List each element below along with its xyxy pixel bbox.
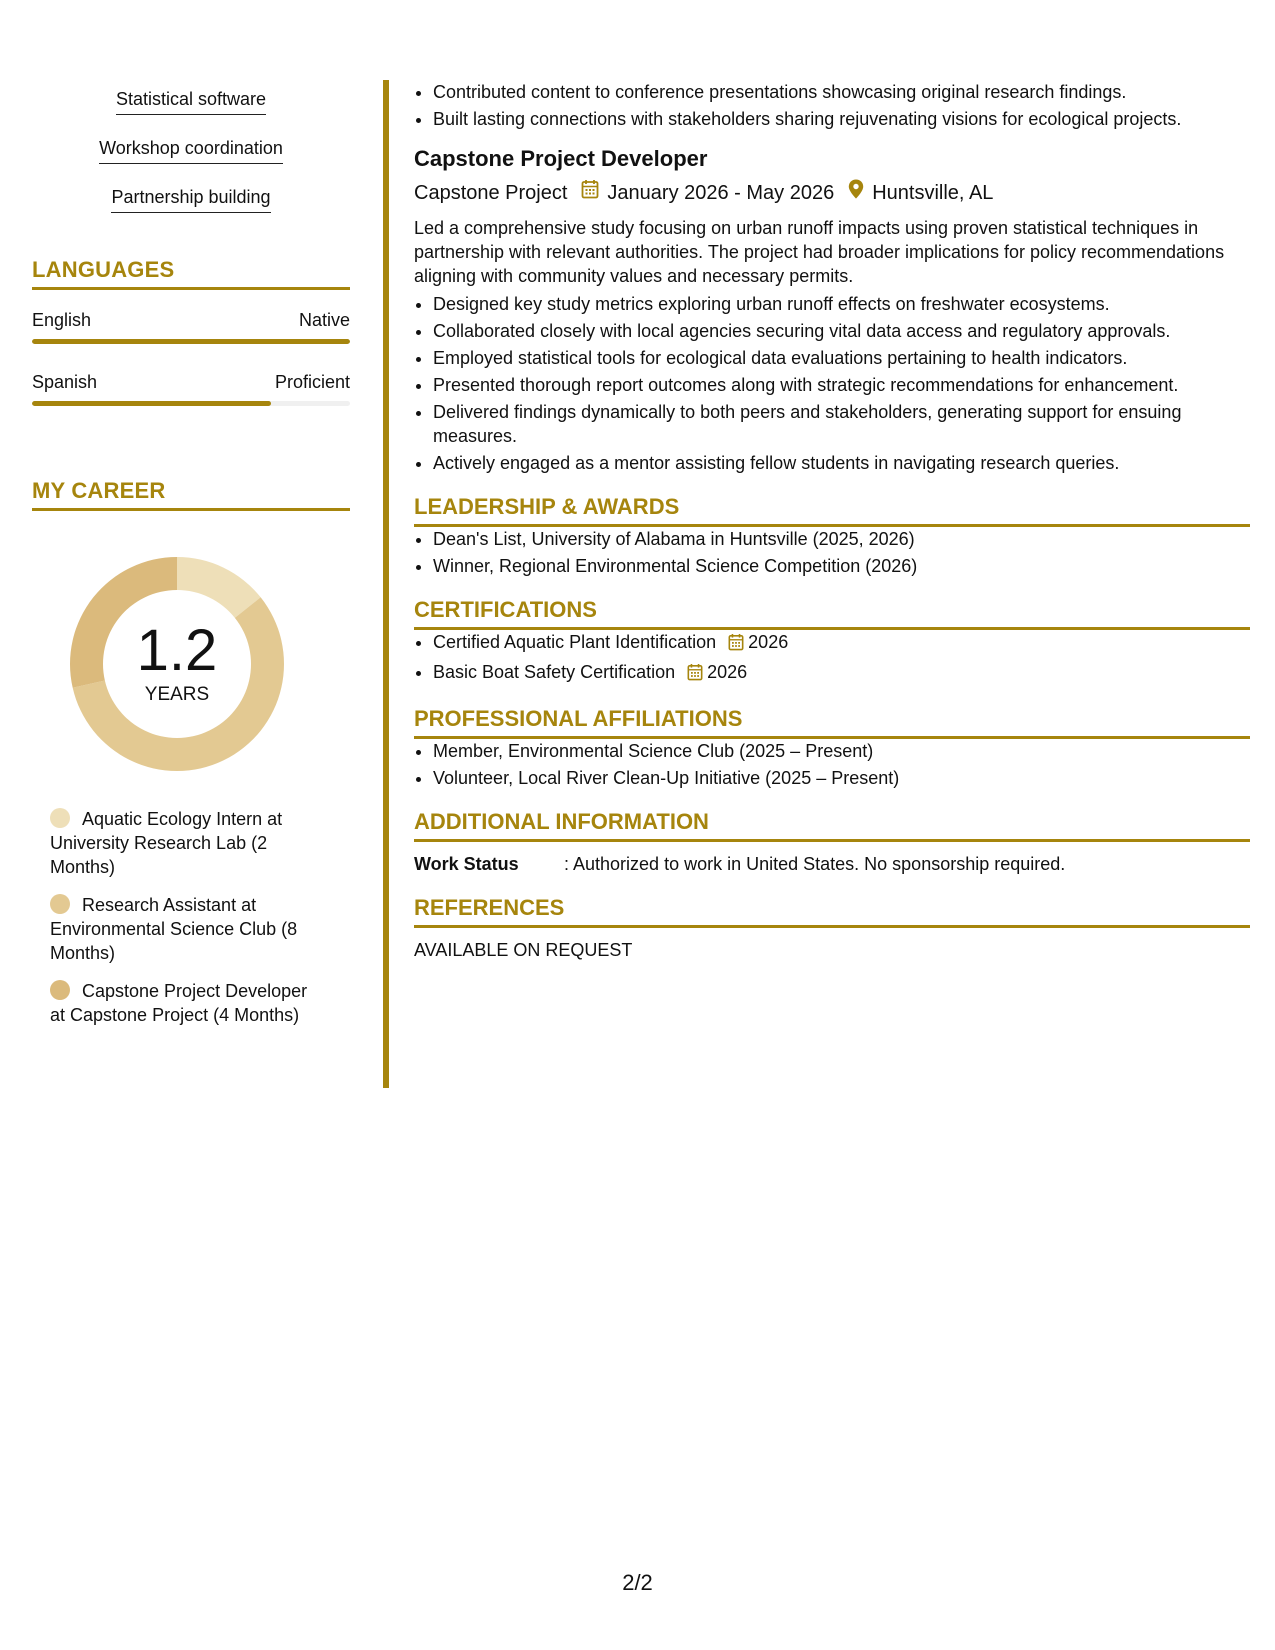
- language-proficiency-fill: [32, 401, 271, 406]
- leadership-list: [414, 527, 1250, 578]
- language-level: Native: [298, 310, 350, 330]
- left-column: [32, 80, 350, 1041]
- page-number: 2/2: [622, 1570, 653, 1595]
- job-location: Huntsville, AL: [872, 181, 994, 204]
- right-column: [414, 80, 1250, 961]
- career-heading: MY CAREER: [32, 478, 350, 511]
- calendar-icon: [687, 665, 703, 685]
- job-description: Led a comprehensive study focusing on urban runoff impacts using proven statistical techniques in partnership with relevant authorities. The project had broader implications for policy recommendations aligning with community values and necessary permits.: [414, 218, 1225, 286]
- language-proficiency-bar: [32, 339, 350, 344]
- certification-item: [433, 660, 1250, 687]
- language-item: [32, 372, 350, 406]
- career-legend-item: [50, 979, 320, 1027]
- job-bullets: [414, 292, 1250, 475]
- bullet-item: • Designed key study metrics exploring urban runoff effects on freshwater ecosystems.: [433, 292, 1250, 316]
- legend-dot-icon: [50, 808, 70, 828]
- legend-dot-icon: [50, 980, 70, 1000]
- references-text: AVAILABLE ON REQUEST: [414, 940, 633, 960]
- certification-item: [433, 630, 1250, 657]
- bullet-item: • Built lasting connections with stakeholders sharing rejuvenating visions for ecological projects.: [433, 107, 1250, 131]
- work-status-value: : Authorized to work in United States. No sponsorship required.: [564, 854, 1066, 874]
- legend-dot-icon: [50, 894, 70, 914]
- calendar-icon: [728, 635, 744, 655]
- bullet-item: • Employed statistical tools for ecological data evaluations pertaining to health indicators.: [433, 346, 1250, 370]
- career-legend-item: [50, 807, 320, 879]
- certifications-heading: CERTIFICATIONS: [414, 596, 1250, 630]
- language-proficiency-fill: [32, 339, 350, 344]
- location-pin-icon: [848, 179, 864, 206]
- references-heading: REFERENCES: [414, 894, 1250, 928]
- certifications-list: [414, 630, 1250, 687]
- bullet-item: • Member, Environmental Science Club (2025 – Present): [433, 739, 1250, 763]
- career-donut-chart: [64, 551, 290, 777]
- skill-item: Partnership building: [111, 186, 270, 213]
- job-dates: January 2026 - May 2026: [607, 181, 835, 204]
- career-legend-item: [50, 893, 320, 965]
- career-legend-label: Aquatic Ecology Intern at University Research Lab (2 Months): [50, 809, 283, 877]
- language-name: Spanish: [32, 372, 98, 392]
- career-legend-label: Capstone Project Developer at Capstone Project (4 Months): [50, 981, 308, 1025]
- bullet-item: • Presented thorough report outcomes along with strategic recommendations for enhancement.: [433, 373, 1250, 397]
- additional-info-heading: ADDITIONAL INFORMATION: [414, 808, 1250, 842]
- bullet-item: • Collaborated closely with local agencies securing vital data access and regulatory approvals.: [433, 319, 1250, 343]
- skill-item: Workshop coordination: [99, 137, 283, 164]
- languages-heading: LANGUAGES: [32, 257, 350, 290]
- bullet-item: • Delivered findings dynamically to both peers and stakeholders, generating support for ensuing measures.: [433, 400, 1250, 448]
- language-name: English: [32, 310, 92, 330]
- previous-job-bullets: [414, 80, 1250, 131]
- column-divider: [383, 80, 389, 1088]
- bullet-item: • Dean's List, University of Alabama in Huntsville (2025, 2026): [433, 527, 1250, 551]
- certification-year: 2026: [748, 632, 789, 652]
- certification-year: 2026: [707, 662, 748, 682]
- job-meta: [414, 179, 1250, 206]
- bullet-item: • Actively engaged as a mentor assisting fellow students in navigating research queries.: [433, 451, 1250, 475]
- calendar-icon: [581, 179, 599, 206]
- job-company: Capstone Project: [414, 181, 568, 204]
- work-status-label: Work Status: [414, 854, 519, 874]
- certification-name: Certified Aquatic Plant Identification: [433, 632, 717, 652]
- career-years-label: YEARS: [144, 684, 210, 705]
- career-legend: [50, 807, 320, 1027]
- work-status-row: [414, 852, 1250, 876]
- language-item: [32, 310, 350, 344]
- bullet-item: • Volunteer, Local River Clean-Up Initiative (2025 – Present): [433, 766, 1250, 790]
- bullet-item: • Contributed content to conference presentations showcasing original research findings.: [433, 80, 1250, 104]
- leadership-heading: LEADERSHIP & AWARDS: [414, 493, 1250, 527]
- affiliations-heading: PROFESSIONAL AFFILIATIONS: [414, 705, 1250, 739]
- bullet-item: • Winner, Regional Environmental Science Competition (2026): [433, 554, 1250, 578]
- career-total-years: 1.2: [136, 618, 218, 683]
- skill-item: Statistical software: [116, 88, 266, 115]
- career-legend-label: Research Assistant at Environmental Science Club (8 Months): [50, 895, 298, 963]
- certification-name: Basic Boat Safety Certification: [433, 662, 676, 682]
- language-proficiency-bar: [32, 401, 350, 406]
- job-title: Capstone Project Developer: [414, 146, 708, 171]
- skills-list: [32, 80, 350, 227]
- language-level: Proficient: [274, 372, 350, 392]
- affiliations-list: [414, 739, 1250, 790]
